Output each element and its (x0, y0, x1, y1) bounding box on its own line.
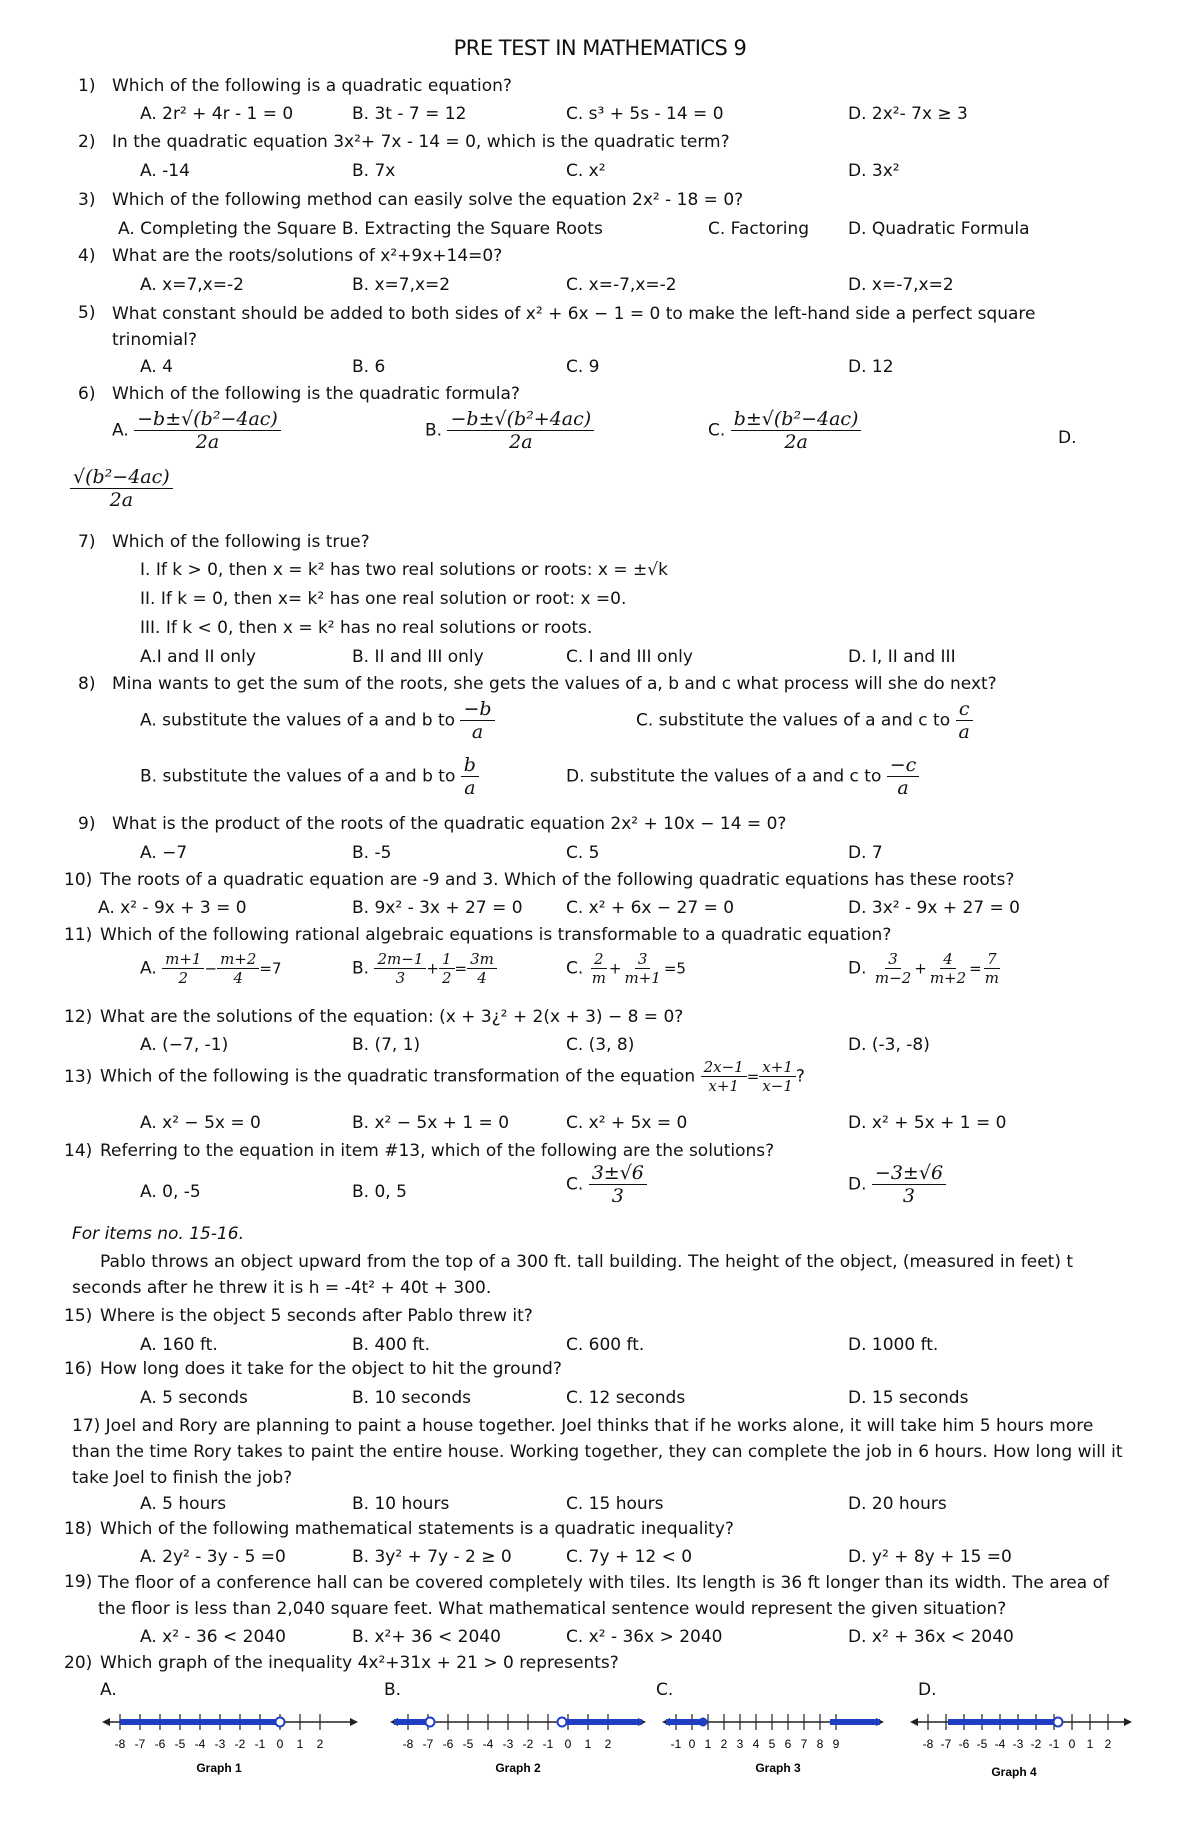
question-8: 8) Mina wants to get the sum of the roots, she gets the values of a, b and c what process will she do next? (78, 674, 997, 694)
question-15: 15) Where is the object 5 seconds after Pablo threw it? (64, 1306, 533, 1326)
option-d[interactable]: D. 2x²- 7x ≥ 3 (848, 104, 968, 124)
tick-label: -1 (1048, 1737, 1060, 1751)
option-a[interactable]: A. $\frac{m+1}{2}$ − $\frac{m+2}{4}$ =7 (140, 950, 282, 987)
tick-label: -5 (976, 1737, 988, 1751)
formula-b: $\frac{\text{−b±√(b²+4ac)}}{2a}$ (447, 408, 594, 453)
option-a[interactable]: A. 2y² - 3y - 5 =0 (140, 1547, 286, 1567)
option-b[interactable]: B. II and III only (352, 647, 484, 667)
option-a[interactable]: A. 5 hours (140, 1494, 227, 1514)
number-line-graph-4[interactable] (908, 1700, 1134, 1782)
option-a[interactable]: A. substitute the values of a and b to $\frac{-b}{a}$ (140, 698, 495, 743)
question-17: 17) Joel and Rory are planning to paint a house together. Joel thinks that if he works alone, it will take him 5 hours more than the time Rory takes to paint the entire house. Working together, they can complete the job in 6 hours. How long will it take Joel to finish the job? (72, 1416, 1123, 1488)
open-endpoint-left (426, 1718, 435, 1727)
question-2: 2) In the quadratic equation 3x²+ 7x - 14 = 0, which is the quadratic term? (78, 132, 730, 152)
option-d[interactable]: D. 7 (848, 843, 883, 863)
question-4: 4) What are the roots/solutions of x²+9x+14=0? (78, 246, 503, 266)
option-b[interactable]: B. -5 (352, 843, 392, 863)
graph-label: Graph 2 (495, 1761, 541, 1775)
question-1: 1) Which of the following is a quadratic equation? (78, 76, 512, 96)
tick-labels (671, 1737, 840, 1751)
formula-d: $\frac{\text{√(b²−4ac)}}{2a}$ (70, 466, 173, 511)
question-stem: What are the roots/solutions of x²+9x+14=0? (112, 246, 503, 266)
number-line-graph-2[interactable] (388, 1700, 648, 1780)
option-a[interactable]: A. x² - 36 < 2040 (140, 1627, 286, 1647)
tick-label: -8 (402, 1737, 414, 1751)
option-c[interactable]: C. x² (566, 161, 606, 181)
option-d[interactable]: D. 1000 ft. (848, 1335, 939, 1355)
tick-label: 1 (1086, 1737, 1094, 1751)
question-stem: Mina wants to get the sum of the roots, she gets the values of a, b and c what process will she do next? (112, 674, 997, 694)
formula-a: $\frac{\text{−b±√(b²−4ac)}}{2a}$ (134, 408, 281, 453)
option-c[interactable]: C. $\frac{3\pm√6}{3}$ (566, 1162, 647, 1207)
question-stem: Which of the following method can easily solve the equation 2x² - 18 = 0? (112, 190, 744, 210)
option-a[interactable]: A. −7 (140, 843, 188, 863)
option-b[interactable]: B. $\frac{2m-1}{3}$ + $\frac{1}{2}$ = $\frac{3m}{4}$ (352, 950, 497, 987)
option-b[interactable]: B. 10 hours (352, 1494, 450, 1514)
tick-label: 2 (316, 1737, 324, 1751)
question-stem: Referring to the equation in item #13, which of the following are the solutions? (100, 1141, 775, 1161)
question-20: 20) Which graph of the inequality 4x²+31x + 21 > 0 represents? (64, 1653, 619, 1673)
tick-label: -3 (1012, 1737, 1024, 1751)
tick-label: -5 (174, 1737, 186, 1751)
option-c[interactable]: C. substitute the values of a and c to $\frac{c}{a}$ (636, 698, 973, 743)
question-stem: How long does it take for the object to hit the ground? (100, 1359, 562, 1379)
tick-label: 1 (296, 1737, 304, 1751)
formula-a: $\frac{-b}{a}$ (460, 698, 494, 743)
scenario-text: Pablo throws an object upward from the top of a 300 ft. tall building. The height of the object, (measured in feet) t seconds after he threw it is h = -4t² + 40t + 300. (72, 1252, 1074, 1298)
tick-label: -2 (234, 1737, 246, 1751)
section-label: For items no. 15-16. (72, 1224, 245, 1244)
equation-right: $\frac{x+1}{x-1}$ (759, 1058, 796, 1095)
statement-1: I. If k > 0, then x = k² has two real solutions or roots: x = ±√k (140, 560, 668, 580)
tick-labels (923, 1737, 1112, 1751)
option-c[interactable]: C. 5 (566, 843, 600, 863)
option-d[interactable]: D. $\frac{-3\pm√6}{3}$ (848, 1162, 946, 1207)
formula-c: $\frac{\text{b±√(b²−4ac)}}{2a}$ (731, 408, 862, 453)
option-a-b[interactable]: A. Completing the Square B. Extracting the Square Roots (118, 219, 603, 239)
option-d[interactable]: D. 3x² - 9x + 27 = 0 (848, 898, 1020, 918)
option-d[interactable]: D. Quadratic Formula (848, 219, 1030, 239)
option-b[interactable]: B. (7, 1) (352, 1035, 421, 1055)
option-c[interactable]: C. x=-7,x=-2 (566, 275, 677, 295)
option-b[interactable]: B. x=7,x=2 (352, 275, 451, 295)
question-11: 11) Which of the following rational algebraic equations is transformable to a quadratic equation? (64, 925, 892, 945)
question-stem: In the quadratic equation 3x²+ 7x - 14 = 0, which is the quadratic term? (112, 132, 730, 152)
option-c[interactable]: C. Factoring (708, 219, 810, 239)
tick-label: 9 (832, 1737, 840, 1751)
tick-label: 8 (816, 1737, 824, 1751)
tick-label: -4 (994, 1737, 1006, 1751)
option-d[interactable]: D. 12 (848, 357, 894, 377)
option-d[interactable]: D. (-3, -8) (848, 1035, 930, 1055)
option-c[interactable]: C. x² - 36x > 2040 (566, 1627, 723, 1647)
option-c[interactable]: C. 7y + 12 < 0 (566, 1547, 693, 1567)
tick-label: 7 (800, 1737, 808, 1751)
question-stem: Which of the following is the quadratic transformation of the equation (100, 1066, 696, 1087)
question-stem: Which of the following rational algebraic equations is transformable to a quadratic equation? (100, 925, 892, 945)
question-18: 18) Which of the following mathematical statements is a quadratic inequality? (64, 1519, 734, 1539)
option-a[interactable]: A. 4 (140, 357, 173, 377)
tick-label: 2 (604, 1737, 612, 1751)
option-a[interactable]: A. 5 seconds (140, 1388, 248, 1408)
option-d[interactable]: D. x² + 36x < 2040 (848, 1627, 1014, 1647)
question-12: 12) What are the solutions of the equation: (x + 3¿² + 2(x + 3) − 8 = 0? (64, 1007, 684, 1027)
statement-2: II. If k = 0, then x= k² has one real solution or root: x =0. (140, 589, 627, 609)
graph-label: Graph 4 (991, 1765, 1037, 1779)
option-b[interactable]: B. (384, 1680, 402, 1700)
option-d[interactable]: D. 3x² (848, 161, 900, 181)
question-3: 3) Which of the following method can easily solve the equation 2x² - 18 = 0? (78, 190, 744, 210)
tick-label: -1 (254, 1737, 266, 1751)
option-a[interactable]: A. 160 ft. (140, 1335, 218, 1355)
option-c[interactable]: C. 15 hours (566, 1494, 664, 1514)
tick-label: 2 (720, 1737, 728, 1751)
option-b[interactable]: B. 10 seconds (352, 1388, 471, 1408)
tick-label: -2 (1030, 1737, 1042, 1751)
question-10: 10) The roots of a quadratic equation are -9 and 3. Which of the following quadratic equations has these roots? (64, 870, 1015, 890)
option-d[interactable]: D. I, II and III (848, 647, 956, 667)
tick-label: -6 (442, 1737, 454, 1751)
tick-label: 6 (784, 1737, 792, 1751)
question-16: 16) How long does it take for the object to hit the ground? (64, 1359, 562, 1379)
tick-label: -1 (670, 1737, 682, 1751)
option-a[interactable]: A.I and II only (140, 647, 256, 667)
formula-d: $\frac{-c}{a}$ (887, 754, 920, 799)
question-stem: Which of the following is a quadratic equation? (112, 76, 512, 96)
tick-label: -8 (922, 1737, 934, 1751)
option-c[interactable]: C. (656, 1680, 674, 1700)
tick-label: -3 (214, 1737, 226, 1751)
tick-label: 1 (704, 1737, 712, 1751)
number-line-graph-1[interactable] (100, 1700, 360, 1780)
open-endpoint-right (558, 1718, 567, 1727)
tick-label: 0 (688, 1737, 696, 1751)
question-stem: What constant should be added to both sides of x² + 6x − 1 = 0 to make the left-hand side a perfect square trinomial? (112, 304, 1036, 350)
tick-label: -5 (462, 1737, 474, 1751)
tick-label: -4 (194, 1737, 206, 1751)
question-stem: What are the solutions of the equation: (x + 3¿² + 2(x + 3) − 8 = 0? (100, 1007, 684, 1027)
question-stem: Which of the following mathematical statements is a quadratic inequality? (100, 1519, 734, 1539)
tick-label: -3 (502, 1737, 514, 1751)
option-c[interactable]: C. 600 ft. (566, 1335, 645, 1355)
option-c[interactable]: C. s³ + 5s - 14 = 0 (566, 104, 724, 124)
open-endpoint (1054, 1718, 1063, 1727)
tick-label: 0 (564, 1737, 572, 1751)
question-9: 9) What is the product of the roots of the quadratic equation 2x² + 10x − 14 = 0? (78, 814, 787, 834)
option-a[interactable]: A. -14 (140, 161, 190, 181)
question-19-number: 19) (64, 1572, 93, 1592)
question-stem: Which of the following is the quadratic formula? (112, 384, 520, 404)
option-b[interactable]: B. x²+ 36 < 2040 (352, 1627, 501, 1647)
tick-label: -7 (422, 1737, 434, 1751)
tick-label: 5 (768, 1737, 776, 1751)
equation-left: $\frac{2x-1}{x+1}$ (701, 1058, 747, 1095)
page-title: PRE TEST IN MATHEMATICS 9 (453, 36, 747, 60)
option-b[interactable]: B. 9x² - 3x + 27 = 0 (352, 898, 523, 918)
option-a[interactable]: A. x=7,x=-2 (140, 275, 244, 295)
option-d[interactable]: D. $\frac{3}{m-2}$ + $\frac{4}{m+2}$ = $\frac{7}{m}$ (848, 950, 999, 987)
option-d[interactable]: D. 15 seconds (848, 1388, 969, 1408)
question-7: 7) Which of the following is true? (78, 532, 370, 552)
option-b[interactable]: B. 7x (352, 161, 396, 181)
option-c[interactable]: C. x² + 5x = 0 (566, 1113, 688, 1133)
option-c[interactable]: C. $\frac{2}{m}$ + $\frac{3}{m+1}$ =5 (566, 950, 686, 987)
option-d[interactable]: D. 20 hours (848, 1494, 947, 1514)
option-c[interactable]: C. 9 (566, 357, 600, 377)
tick-label: -7 (940, 1737, 952, 1751)
option-c[interactable]: C. $\frac{\text{b±√(b²−4ac)}}{2a}$ (708, 408, 861, 453)
tick-labels (403, 1737, 612, 1751)
option-c[interactable]: C. x² + 6x − 27 = 0 (566, 898, 735, 918)
question-stem: Which graph of the inequality 4x²+31x + 21 > 0 represents? (100, 1653, 619, 1673)
tick-label: 3 (736, 1737, 744, 1751)
question-stem: What is the product of the roots of the quadratic equation 2x² + 10x − 14 = 0? (112, 814, 787, 834)
tick-label: -7 (134, 1737, 146, 1751)
option-b[interactable]: B. 3t - 7 = 12 (352, 104, 467, 124)
option-a[interactable]: A. (100, 1680, 117, 1700)
option-d[interactable]: D. x=-7,x=2 (848, 275, 954, 295)
tick-label: -4 (482, 1737, 494, 1751)
tick-label: 4 (752, 1737, 760, 1751)
option-a[interactable]: A. (−7, -1) (140, 1035, 229, 1055)
tick-label: -6 (154, 1737, 166, 1751)
option-b[interactable]: B. 3y² + 7y - 2 ≥ 0 (352, 1547, 512, 1567)
option-d[interactable] (70, 466, 173, 511)
question-6: 6) Which of the following is the quadratic formula? (78, 384, 520, 404)
question-19: The floor of a conference hall can be covered completely with tiles. Its length is 36 ft longer than its width. The area of the floor is less than 2,040 square feet. What mathematical sentence would represent the given situation? (98, 1573, 1109, 1619)
tick-label: -6 (958, 1737, 970, 1751)
option-a[interactable]: A. 2r² + 4r - 1 = 0 (140, 104, 294, 124)
option-d[interactable]: D. (918, 1680, 937, 1700)
tick-label: 0 (1068, 1737, 1076, 1751)
option-d[interactable]: D. x² + 5x + 1 = 0 (848, 1113, 1007, 1133)
option-d[interactable]: D. y² + 8y + 15 =0 (848, 1547, 1012, 1567)
graph-label: Graph 3 (755, 1761, 801, 1775)
number-line-graph-3[interactable] (660, 1700, 886, 1780)
option-c[interactable]: C. I and III only (566, 647, 693, 667)
question-stem: Which of the following is true? (112, 532, 370, 552)
graph-label: Graph 1 (196, 1761, 242, 1775)
tick-label: -2 (522, 1737, 534, 1751)
tick-labels (115, 1737, 324, 1751)
open-endpoint (276, 1718, 285, 1727)
statement-3: III. If k < 0, then x = k² has no real solutions or roots. (140, 618, 593, 638)
option-a[interactable]: A. x² - 9x + 3 = 0 (98, 898, 247, 918)
formula-c: $\frac{c}{a}$ (956, 698, 973, 743)
option-b[interactable]: B. substitute the values of a and b to $\frac{b}{a}$ (140, 754, 479, 799)
option-b[interactable]: B. 0, 5 (352, 1182, 407, 1202)
option-b[interactable]: B. $\frac{\text{−b±√(b²+4ac)}}{2a}$ (425, 408, 594, 453)
option-c[interactable]: C. (3, 8) (566, 1035, 635, 1055)
tick-label: 2 (1104, 1737, 1112, 1751)
option-d-label[interactable]: D. (1058, 428, 1077, 448)
tick-label: 1 (584, 1737, 592, 1751)
tick-label: -8 (114, 1737, 126, 1751)
option-b[interactable]: B. 6 (352, 357, 386, 377)
option-a[interactable]: A. 0, -5 (140, 1182, 201, 1202)
option-a[interactable]: A. $\frac{\text{−b±√(b²−4ac)}}{2a}$ (112, 408, 281, 453)
option-b[interactable]: B. x² − 5x + 1 = 0 (352, 1113, 510, 1133)
question-13: 13) Which of the following is the quadratic transformation of the equation $\frac{2x-1}{x+1}$ = $\frac{x+1}{x-1}$ ? (64, 1058, 805, 1095)
formula-b: $\frac{b}{a}$ (461, 754, 479, 799)
closed-endpoint-left (699, 1718, 708, 1727)
question-stem: Joel and Rory are planning to paint a house together. Joel thinks that if he works alone, it will take him 5 hours more than the time Rory takes to paint the entire house. Working together, they can complete the job in 6 hours. How long will it take Joel to finish the job? (72, 1416, 1123, 1488)
question-5: 5) (78, 303, 96, 323)
question-stem: The roots of a quadratic equation are -9 and 3. Which of the following quadratic equations has these roots? (100, 870, 1015, 890)
option-b[interactable]: B. 400 ft. (352, 1335, 431, 1355)
tick-label: -1 (542, 1737, 554, 1751)
tick-label: 0 (276, 1737, 284, 1751)
option-c[interactable]: C. 12 seconds (566, 1388, 686, 1408)
option-a[interactable]: A. x² − 5x = 0 (140, 1113, 261, 1133)
question-stem: Where is the object 5 seconds after Pablo threw it? (100, 1306, 533, 1326)
option-d[interactable]: D. substitute the values of a and c to $\frac{-c}{a}$ (566, 754, 919, 799)
question-14: 14) Referring to the equation in item #13, which of the following are the solutions? (64, 1141, 775, 1161)
